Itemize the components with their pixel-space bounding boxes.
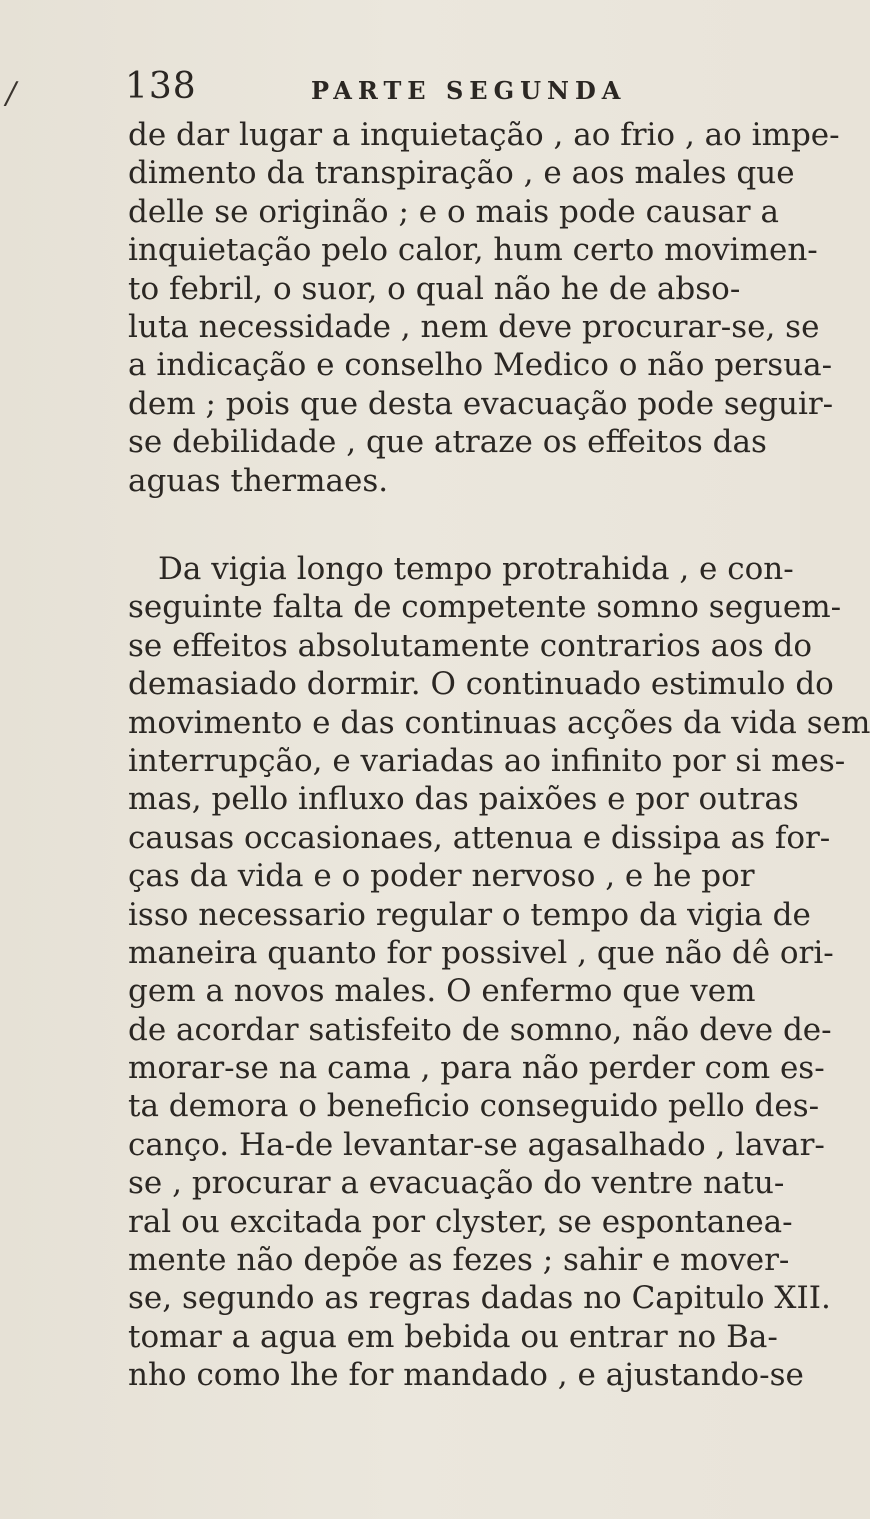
running-head: PARTE SEGUNDA bbox=[311, 76, 627, 105]
text-line: gem a novos males. O enfermo que vem bbox=[128, 973, 756, 1010]
text-line: a indicação e conselho Medico o não persua- bbox=[128, 347, 833, 384]
margin-mark: / bbox=[6, 76, 17, 111]
text-line: maneira quanto for possivel , que não dê ori- bbox=[128, 934, 834, 971]
text-line: mas, pello influxo das paixões e por outras bbox=[128, 781, 799, 818]
text-line: dimento da transpiração , e aos males que bbox=[128, 155, 795, 192]
text-line: luta necessidade , nem deve procurar-se, se bbox=[128, 308, 820, 345]
text-line: nho como lhe for mandado , e ajustando-se bbox=[128, 1357, 804, 1394]
text-line: de dar lugar a inquietação , ao frio , ao impe- bbox=[128, 117, 840, 153]
text-line: canço. Ha-de levantar-se agasalhado , lavar- bbox=[128, 1126, 825, 1163]
paragraph-2 bbox=[128, 550, 870, 1395]
text-line: se effeitos absolutamente contrarios aos do bbox=[128, 627, 813, 664]
page-number: 138 bbox=[125, 66, 197, 107]
text-line: mente não depõe as fezes ; sahir e mover- bbox=[128, 1242, 790, 1279]
text-line: movimento e das continuas acções da vida sem bbox=[128, 704, 870, 741]
text-line: demasiado dormir. O continuado estimulo do bbox=[128, 666, 834, 703]
text-line: se debilidade , que atraze os effeitos das bbox=[128, 424, 767, 461]
text-line: tomar a agua em bebida ou entrar no Ba- bbox=[128, 1318, 778, 1355]
paragraph-1 bbox=[128, 116, 840, 500]
text-line: causas occasionaes, attenua e dissipa as for- bbox=[128, 819, 831, 856]
text-line: inquietação pelo calor, hum certo movimen- bbox=[128, 232, 818, 269]
text-line: aguas thermaes. bbox=[128, 462, 389, 499]
text-line: interrupção, e variadas ao infinito por si mes- bbox=[128, 742, 846, 779]
text-line: morar-se na cama , para não perder com es- bbox=[128, 1050, 825, 1087]
page-header bbox=[125, 66, 685, 106]
text-line: dem ; pois que desta evacuação pode seguir- bbox=[128, 385, 834, 422]
text-line: de acordar satisfeito de somno, não deve de- bbox=[128, 1011, 832, 1048]
text-line: delle se originão ; e o mais pode causar a bbox=[128, 193, 779, 230]
text-line: se , procurar a evacuação do ventre natu- bbox=[128, 1165, 785, 1202]
text-line: ta demora o beneficio conseguido pello des- bbox=[128, 1088, 820, 1125]
text-line: seguinte falta de competente somno seguem- bbox=[128, 589, 842, 626]
text-line: isso necessario regular o tempo da vigia de bbox=[128, 896, 811, 933]
text-line: ral ou excitada por clyster, se espontanea- bbox=[128, 1203, 793, 1240]
text-line: Da vigia longo tempo protrahida , e con- bbox=[158, 551, 794, 587]
text-line: to febril, o suor, o qual não he de abso- bbox=[128, 270, 741, 307]
text-line: ças da vida e o poder nervoso , e he por bbox=[128, 858, 755, 895]
text-line: se, segundo as regras dadas no Capitulo XII. bbox=[128, 1280, 831, 1317]
